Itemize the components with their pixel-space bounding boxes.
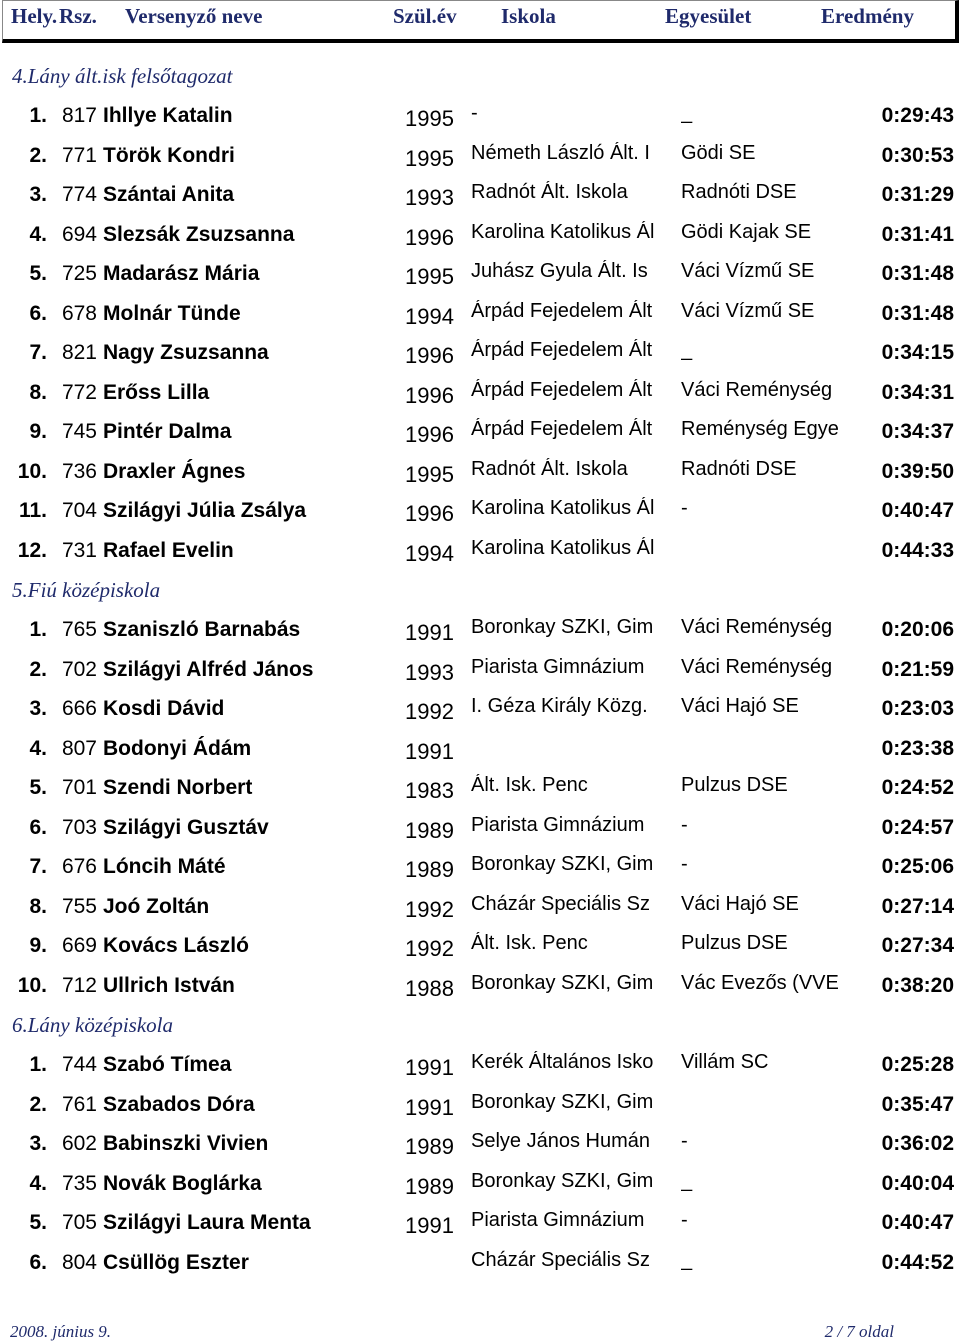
result-time-cell: 0:21:59 <box>881 657 954 681</box>
birth-year-cell: 1995 <box>405 461 454 487</box>
bib-number-cell: 666 <box>61 697 97 720</box>
table-row <box>0 96 960 136</box>
result-time-cell: 0:44:33 <box>881 538 954 562</box>
rank-cell: 7. <box>29 341 47 364</box>
bib-number-cell: 761 <box>61 1092 97 1116</box>
bib-number-cell: 704 <box>61 499 97 522</box>
bib-number-cell: 821 <box>61 341 97 364</box>
page-footer <box>0 1320 960 1344</box>
birth-year-cell: 1995 <box>405 264 454 289</box>
bib-number-cell: 602 <box>61 1132 97 1155</box>
table-row <box>0 966 960 1006</box>
school-cell: Piarista Gimnázium <box>471 813 645 836</box>
bib-number-cell: 676 <box>61 855 97 878</box>
school-cell: Boronkay SZKI, Gim <box>471 1090 654 1113</box>
competitor-name-cell: Szilágyi Laura Menta <box>103 1211 311 1234</box>
table-row <box>0 1085 960 1125</box>
club-cell: Gödi Kajak SE <box>681 220 812 243</box>
club-cell: Radnóti DSE <box>681 457 797 480</box>
bib-number-cell: 744 <box>61 1053 97 1076</box>
bib-number-cell: 725 <box>61 262 97 285</box>
birth-year-cell: 1983 <box>405 778 454 803</box>
birth-year-cell: 1991 <box>405 738 454 764</box>
bib-number-cell: 701 <box>61 776 97 799</box>
header-name: Versenyző neve <box>125 4 263 28</box>
club-cell: Pulzus DSE <box>681 774 788 796</box>
birth-year-cell: 1996 <box>405 224 454 250</box>
school-cell: I. Géza Király Közg. <box>471 695 648 717</box>
bib-number-cell: 702 <box>61 657 97 681</box>
result-time-cell: 0:27:34 <box>881 934 954 957</box>
section-title: 4.Lány ált.isk felsőtagozat <box>12 64 233 88</box>
competitor-name-cell: Draxler Ágnes <box>103 459 246 483</box>
competitor-name-cell: Bodonyi Ádám <box>103 736 252 760</box>
club-cell: - <box>681 1130 688 1152</box>
table-row <box>0 215 960 255</box>
header-rank: Hely. <box>11 4 58 28</box>
birth-year-cell: 1989 <box>405 1173 454 1199</box>
club-cell: Váci Reménység <box>681 616 833 638</box>
table-row <box>0 650 960 690</box>
school-cell: Boronkay SZKI, Gim <box>471 616 654 638</box>
school-cell: Radnót Ált. Iskola <box>471 181 628 203</box>
school-cell: Boronkay SZKI, Gim <box>471 853 654 875</box>
club-cell: - <box>681 813 688 836</box>
rank-cell: 1. <box>29 104 47 127</box>
rank-cell: 10. <box>17 973 47 997</box>
result-time-cell: 0:44:52 <box>881 1250 954 1274</box>
bib-number-cell: 705 <box>61 1211 97 1234</box>
club-cell: Pulzus DSE <box>681 932 788 954</box>
competitor-name-cell: Szántai Anita <box>103 183 235 206</box>
birth-year-cell: 1991 <box>405 620 454 645</box>
competitor-name-cell: Rafael Evelin <box>103 538 234 562</box>
school-cell: Árpád Fejedelem Ált <box>471 299 653 322</box>
club-cell: Váci Reménység <box>681 655 833 678</box>
result-time-cell: 0:23:38 <box>881 736 954 760</box>
table-row <box>0 610 960 650</box>
club-cell: _ <box>681 339 693 361</box>
rank-cell: 3. <box>29 697 47 720</box>
birth-year-cell: 1988 <box>405 975 454 1001</box>
school-cell: Ált. Isk. Penc <box>471 774 588 796</box>
table-row <box>0 294 960 334</box>
result-time-cell: 0:36:02 <box>881 1132 954 1155</box>
table-row <box>0 1243 960 1283</box>
club-cell: _ <box>681 1248 693 1271</box>
school-cell: Cházár Speciális Sz <box>471 892 650 915</box>
rank-cell: 6. <box>29 301 47 325</box>
table-row <box>0 254 960 294</box>
birth-year-cell: 1991 <box>405 1055 454 1080</box>
birth-year-cell: 1991 <box>405 1094 454 1120</box>
club-cell: - <box>681 1209 688 1231</box>
competitor-name-cell: Ihllye Katalin <box>103 104 233 127</box>
competitor-name-cell: Szaniszló Barnabás <box>103 618 301 641</box>
bib-number-cell: 694 <box>61 222 97 246</box>
bib-number-cell: 817 <box>61 104 97 127</box>
club-cell: Váci Hajó SE <box>681 695 799 717</box>
result-time-cell: 0:31:48 <box>881 301 954 325</box>
result-time-cell: 0:40:47 <box>881 499 954 522</box>
header-club: Egyesület <box>665 4 752 28</box>
bib-number-cell: 772 <box>61 380 97 404</box>
club-cell: Reménység Egye <box>681 418 839 440</box>
bib-number-cell: 765 <box>61 618 97 641</box>
club-cell: - <box>681 497 688 519</box>
birth-year-cell: 1991 <box>405 1213 454 1238</box>
birth-year-cell: 1996 <box>405 343 454 368</box>
result-time-cell: 0:24:52 <box>881 776 954 799</box>
competitor-name-cell: Pintér Dalma <box>103 420 232 443</box>
result-time-cell: 0:35:47 <box>881 1092 954 1116</box>
club-cell: _ <box>681 1169 693 1192</box>
table-row <box>0 1124 960 1164</box>
table-row <box>0 452 960 492</box>
rank-cell: 5. <box>29 1211 47 1234</box>
result-time-cell: 0:39:50 <box>881 459 954 483</box>
rank-cell: 8. <box>29 894 47 918</box>
table-row <box>0 729 960 769</box>
competitor-name-cell: Szabados Dóra <box>103 1092 255 1116</box>
club-cell: Gödi SE <box>681 141 756 164</box>
result-time-cell: 0:24:57 <box>881 815 954 839</box>
rank-cell: 5. <box>29 262 47 285</box>
club-cell: Váci Vízmű SE <box>681 260 815 282</box>
school-cell: Árpád Fejedelem Ált <box>471 418 653 440</box>
club-cell: Villám SC <box>681 1051 769 1073</box>
competitor-name-cell: Szabó Tímea <box>103 1053 232 1076</box>
competitor-name-cell: Szilágyi Alfréd János <box>103 657 314 681</box>
table-row <box>0 1045 960 1085</box>
section-title: 5.Fiú középiskola <box>12 578 161 602</box>
result-time-cell: 0:31:41 <box>881 222 954 246</box>
header-bib: Rsz. <box>59 4 97 28</box>
school-cell: Árpád Fejedelem Ált <box>471 378 653 401</box>
birth-year-cell: 1995 <box>405 106 454 131</box>
result-time-cell: 0:25:06 <box>881 855 954 878</box>
rank-cell: 2. <box>29 1092 47 1116</box>
club-cell: Váci Vízmű SE <box>681 299 815 322</box>
rank-cell: 6. <box>29 815 47 839</box>
school-cell: Piarista Gimnázium <box>471 1209 645 1231</box>
rank-cell: 10. <box>17 459 47 483</box>
competitor-name-cell: Kovács László <box>103 934 249 957</box>
competitor-name-cell: Slezsák Zsuzsanna <box>103 222 295 246</box>
rank-cell: 1. <box>29 618 47 641</box>
birth-year-cell: 1992 <box>405 699 454 724</box>
rank-cell: 4. <box>29 1171 47 1195</box>
result-time-cell: 0:30:53 <box>881 143 954 167</box>
competitor-name-cell: Novák Boglárka <box>103 1171 262 1195</box>
bib-number-cell: 678 <box>61 301 97 325</box>
competitor-name-cell: Joó Zoltán <box>103 894 210 918</box>
header-year: Szül.év <box>393 4 457 28</box>
competitor-name-cell: Nagy Zsuzsanna <box>103 341 269 364</box>
rank-cell: 5. <box>29 776 47 799</box>
rank-cell: 3. <box>29 183 47 206</box>
rank-cell: 6. <box>29 1250 47 1274</box>
bib-number-cell: 736 <box>61 459 97 483</box>
school-cell: Karolina Katolikus Ál <box>471 536 655 559</box>
result-time-cell: 0:31:29 <box>881 183 954 206</box>
rank-cell: 7. <box>29 855 47 878</box>
table-row <box>0 926 960 966</box>
result-time-cell: 0:38:20 <box>881 973 954 997</box>
birth-year-cell: 1995 <box>405 145 454 171</box>
rank-cell: 1. <box>29 1053 47 1076</box>
club-cell: Váci Hajó SE <box>681 892 799 915</box>
rank-cell: 4. <box>29 222 47 246</box>
table-row <box>0 1164 960 1204</box>
table-row <box>0 887 960 927</box>
school-cell: Radnót Ált. Iskola <box>471 457 628 480</box>
bib-number-cell: 745 <box>61 420 97 443</box>
bib-number-cell: 731 <box>61 538 97 562</box>
table-row <box>0 531 960 571</box>
school-cell: Kerék Általános Isko <box>471 1051 654 1073</box>
birth-year-cell: 1989 <box>405 857 454 882</box>
rank-cell: 11. <box>18 499 47 522</box>
section-title: 6.Lány középiskola <box>12 1013 173 1037</box>
results-table-header <box>2 0 959 43</box>
table-row <box>0 689 960 729</box>
bib-number-cell: 771 <box>61 143 97 167</box>
school-cell: Árpád Fejedelem Ált <box>471 339 653 361</box>
birth-year-cell: 1993 <box>405 659 454 685</box>
birth-year-cell: 1996 <box>405 422 454 447</box>
result-time-cell: 0:31:48 <box>881 262 954 285</box>
birth-year-cell: 1996 <box>405 382 454 408</box>
birth-year-cell: 1994 <box>405 303 454 329</box>
school-cell: Selye János Humán <box>471 1130 650 1152</box>
result-time-cell: 0:34:15 <box>881 341 954 364</box>
competitor-name-cell: Csüllög Eszter <box>103 1250 249 1274</box>
table-row <box>0 491 960 531</box>
bib-number-cell: 804 <box>61 1250 97 1274</box>
footer-date: 2008. június 9. <box>10 1322 112 1341</box>
bib-number-cell: 735 <box>61 1171 97 1195</box>
birth-year-cell: 1989 <box>405 1134 454 1159</box>
footer-page-number: 2 / 7 oldal <box>824 1322 894 1341</box>
competitor-name-cell: Madarász Mária <box>103 262 260 285</box>
competitor-name-cell: Szilágyi Júlia Zsálya <box>103 499 307 522</box>
rank-cell: 9. <box>29 420 47 443</box>
table-row <box>0 136 960 176</box>
result-time-cell: 0:40:47 <box>881 1211 954 1234</box>
school-cell: Boronkay SZKI, Gim <box>471 971 654 994</box>
result-time-cell: 0:20:06 <box>881 618 954 641</box>
school-cell: Boronkay SZKI, Gim <box>471 1169 654 1192</box>
school-cell: - <box>471 102 478 124</box>
bib-number-cell: 703 <box>61 815 97 839</box>
result-time-cell: 0:27:14 <box>881 894 954 918</box>
result-time-cell: 0:25:28 <box>881 1053 954 1076</box>
bib-number-cell: 712 <box>61 973 97 997</box>
result-time-cell: 0:40:04 <box>881 1171 954 1195</box>
birth-year-cell: 1989 <box>405 817 454 843</box>
birth-year-cell: 1996 <box>405 501 454 526</box>
competitor-name-cell: Molnár Tünde <box>103 301 241 325</box>
competitor-name-cell: Lóncih Máté <box>103 855 226 878</box>
club-cell: - <box>681 853 688 875</box>
table-row <box>0 1203 960 1243</box>
table-row <box>0 768 960 808</box>
birth-year-cell: 1993 <box>405 185 454 210</box>
club-cell: Radnóti DSE <box>681 181 797 203</box>
rank-cell: 4. <box>29 736 47 760</box>
competitor-name-cell: Erőss Lilla <box>103 380 210 404</box>
rank-cell: 12. <box>17 538 47 562</box>
result-time-cell: 0:34:37 <box>881 420 954 443</box>
table-row <box>0 175 960 215</box>
competitor-name-cell: Szilágyi Gusztáv <box>103 815 269 839</box>
result-time-cell: 0:29:43 <box>881 104 954 127</box>
table-row <box>0 333 960 373</box>
rank-cell: 8. <box>29 380 47 404</box>
club-cell: Váci Reménység <box>681 378 833 401</box>
bib-number-cell: 774 <box>61 183 97 206</box>
club-cell: Vác Evezős (VVE <box>681 971 839 994</box>
results-content <box>0 56 960 1282</box>
birth-year-cell: 1992 <box>405 896 454 922</box>
competitor-name-cell: Török Kondri <box>103 143 235 167</box>
competitor-name-cell: Ullrich István <box>103 973 235 997</box>
rank-cell: 3. <box>29 1132 47 1155</box>
school-cell: Ált. Isk. Penc <box>471 932 588 954</box>
school-cell: Karolina Katolikus Ál <box>471 220 655 243</box>
school-cell: Piarista Gimnázium <box>471 655 645 678</box>
result-time-cell: 0:23:03 <box>881 697 954 720</box>
school-cell: Németh László Ált. I <box>471 141 650 164</box>
table-row <box>0 373 960 413</box>
competitor-name-cell: Babinszki Vivien <box>103 1132 269 1155</box>
rank-cell: 9. <box>29 934 47 957</box>
birth-year-cell: 1994 <box>405 540 454 566</box>
birth-year-cell: 1992 <box>405 936 454 961</box>
competitor-name-cell: Szendi Norbert <box>103 776 253 799</box>
competitor-name-cell: Kosdi Dávid <box>103 697 225 720</box>
result-time-cell: 0:34:31 <box>881 380 954 404</box>
table-row <box>0 847 960 887</box>
bib-number-cell: 807 <box>61 736 97 760</box>
bib-number-cell: 669 <box>61 934 97 957</box>
header-school: Iskola <box>501 4 556 28</box>
club-cell: _ <box>681 102 693 124</box>
header-result: Eredmény <box>821 4 914 28</box>
school-cell: Juhász Gyula Ált. Is <box>471 260 648 282</box>
school-cell: Cházár Speciális Sz <box>471 1248 650 1271</box>
table-row <box>0 808 960 848</box>
rank-cell: 2. <box>29 657 47 681</box>
bib-number-cell: 755 <box>61 894 97 918</box>
rank-cell: 2. <box>29 143 47 167</box>
school-cell: Karolina Katolikus Ál <box>471 497 655 519</box>
table-row <box>0 412 960 452</box>
